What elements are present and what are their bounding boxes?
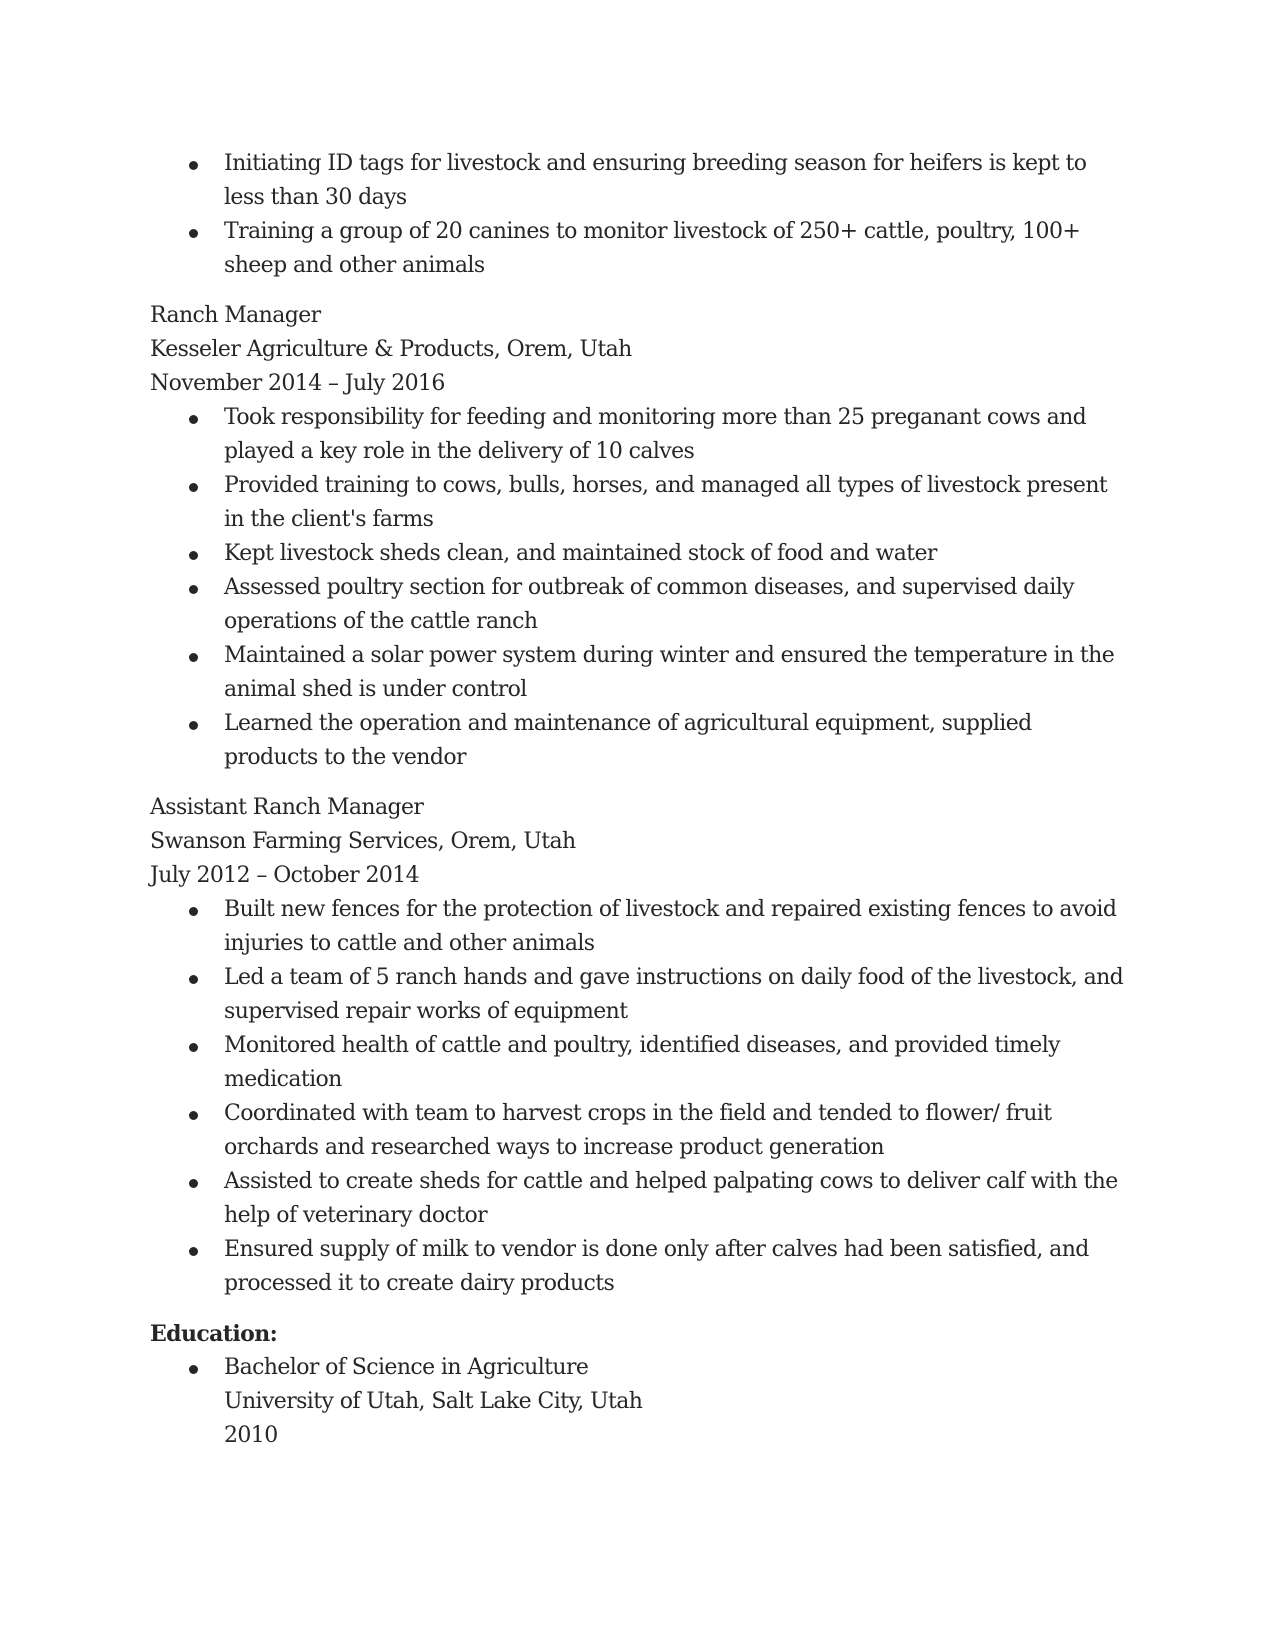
list-item: Learned the operation and maintenance of agricultural equipment, supplied products to the vendor (150, 707, 1130, 775)
education-list (150, 1351, 1130, 1453)
job-title: Assistant Ranch Manager (150, 795, 424, 820)
list-item: Initiating ID tags for livestock and ensuring breeding season for heifers is kept to less than 30 days (150, 147, 1130, 215)
list-item: Built new fences for the protection of livestock and repaired existing fences to avoid injuries to cattle and other animals (150, 893, 1130, 961)
job-dates: November 2014 – July 2016 (150, 371, 445, 396)
bullet-icon (189, 653, 198, 662)
education-degree: Bachelor of Science in Agriculture (224, 1355, 589, 1380)
resume-content (150, 147, 1130, 1453)
job-assistant-ranch-manager (150, 791, 1130, 1301)
list-item: Assisted to create sheds for cattle and helped palpating cows to deliver calf with the help of veterinary doctor (150, 1165, 1130, 1233)
bullet-icon (189, 975, 198, 984)
list-item: Kept livestock sheds clean, and maintained stock of food and water (150, 537, 1130, 571)
education-year: 2010 (224, 1423, 278, 1448)
list-item: Monitored health of cattle and poultry, identified diseases, and provided timely medication (150, 1029, 1130, 1097)
job-company: Kesseler Agriculture & Products, Orem, Utah (150, 337, 632, 362)
bullet-icon (189, 1179, 198, 1188)
job-dates: July 2012 – October 2014 (150, 863, 420, 888)
job-ranch-manager (150, 299, 1130, 775)
list-item (150, 1351, 1130, 1453)
previous-job-bullets (150, 147, 1130, 283)
bullet-icon (189, 1247, 198, 1256)
bullet-icon (189, 161, 198, 170)
list-item: Training a group of 20 canines to monitor livestock of 250+ cattle, poultry, 100+ sheep and other animals (150, 215, 1130, 283)
list-item: Took responsibility for feeding and monitoring more than 25 preganant cows and played a key role in the delivery of 10 calves (150, 401, 1130, 469)
bullet-icon (189, 1365, 198, 1374)
bullet-icon (189, 229, 198, 238)
list-item: Assessed poultry section for outbreak of common diseases, and supervised daily operations of the cattle ranch (150, 571, 1130, 639)
education-heading: Education: (150, 1321, 278, 1347)
list-item: Led a team of 5 ranch hands and gave instructions on daily food of the livestock, and supervised repair works of equipment (150, 961, 1130, 1029)
bullet-icon (189, 585, 198, 594)
bullet-icon (189, 483, 198, 492)
list-item: Maintained a solar power system during winter and ensured the temperature in the animal shed is under control (150, 639, 1130, 707)
list-item: Provided training to cows, bulls, horses, and managed all types of livestock present in the client's farms (150, 469, 1130, 537)
job-company: Swanson Farming Services, Orem, Utah (150, 829, 576, 854)
job-title: Ranch Manager (150, 303, 321, 328)
bullet-icon (189, 907, 198, 916)
bullet-icon (189, 1043, 198, 1052)
education-school: University of Utah, Salt Lake City, Utah (224, 1389, 643, 1414)
list-item: Ensured supply of milk to vendor is done only after calves had been satisfied, and processed it to create dairy products (150, 1233, 1130, 1301)
bullet-icon (189, 415, 198, 424)
job-bullets (150, 401, 1130, 775)
job-bullets (150, 893, 1130, 1301)
list-item: Coordinated with team to harvest crops in the field and tended to flower/ fruit orchards and researched ways to increase product generation (150, 1097, 1130, 1165)
bullet-icon (189, 551, 198, 560)
bullet-icon (189, 721, 198, 730)
bullet-icon (189, 1111, 198, 1120)
